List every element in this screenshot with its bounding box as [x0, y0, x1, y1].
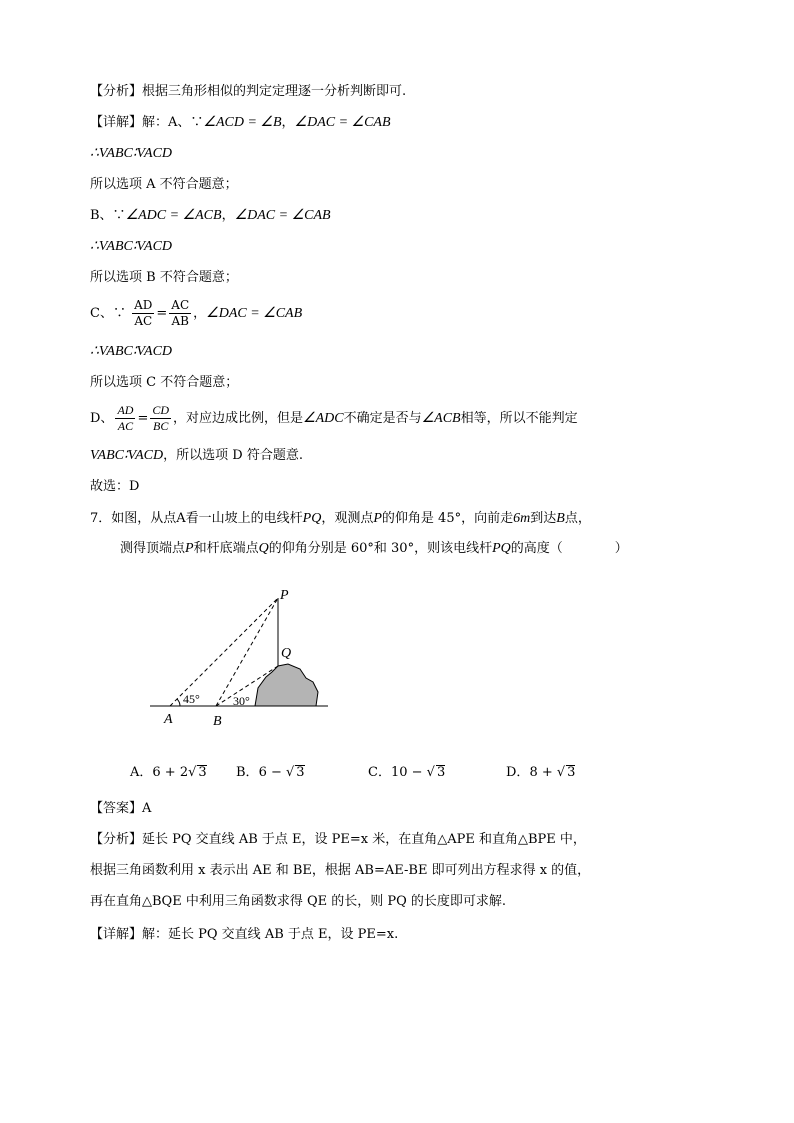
text-segment: ，对应边成比例，但是: [173, 411, 304, 426]
option-value: 6 + 2: [152, 765, 189, 780]
fraction: [150, 403, 171, 434]
numerator: CD: [152, 403, 170, 417]
separator: ，: [221, 208, 235, 223]
fraction: [132, 298, 154, 329]
radicand: 3: [567, 765, 576, 780]
angle-arc-45: [177, 699, 180, 706]
question-number: 7．: [90, 511, 112, 526]
hill-shape: [255, 664, 318, 706]
angle-label-45: 45°: [183, 692, 200, 706]
math-expression: ∠DAC = ∠CAB: [294, 115, 391, 130]
math-expression: ∠ADC: [303, 411, 344, 426]
math-symbol: P: [373, 511, 382, 526]
text-segment: 的高度（ ）: [510, 541, 628, 556]
similarity-statement: ∴VABC∶VACD: [90, 146, 173, 161]
text-segment: ，所以选项 D 符合题意.: [163, 448, 303, 463]
analysis-line-3: [90, 862, 590, 880]
math-expression: ∠DAC = ∠CAB: [206, 306, 303, 321]
analysis-line-2: [90, 831, 586, 849]
text-segment: 的仰角分别是 60°和 30°，则该电线杆: [268, 541, 493, 556]
similarity-statement: ∴VABC∶VACD: [90, 239, 173, 254]
analysis-line-1: [90, 83, 406, 101]
detail-prefix: C、∵: [90, 306, 126, 321]
verdict-text: 所以选项 C 不符合题意；: [90, 375, 239, 390]
separator: ，: [193, 306, 207, 321]
text-segment: 测得顶端点: [120, 541, 186, 556]
verdict-text: 所以选项 A 不符合题意；: [90, 177, 238, 192]
option-value: 10 −: [390, 765, 427, 780]
analysis-line-4: [90, 893, 506, 911]
fraction: [169, 298, 191, 329]
option-label: D．: [506, 765, 530, 780]
denominator: AC: [134, 314, 153, 328]
option-d: D．8 + √ 3: [506, 765, 576, 780]
text-segment: 相等，所以不能判定: [460, 411, 578, 426]
text-segment: 如图，从点A看一山坡上的电线杆: [111, 511, 303, 526]
separator: ，: [281, 115, 295, 130]
point-label-b: B: [213, 714, 222, 729]
conclusion-line: [90, 145, 172, 163]
fraction: [115, 403, 135, 434]
equals-sign: =: [137, 411, 149, 426]
detail-prefix: D、: [90, 411, 114, 426]
detail-tag: 【详解】: [90, 927, 143, 942]
math-expression: ∠DAC = ∠CAB: [234, 208, 331, 223]
math-symbol: Q: [258, 541, 269, 556]
option-label: B．: [236, 765, 259, 780]
equals-sign: =: [156, 306, 168, 321]
detail-line-d: [90, 403, 578, 434]
text-segment: 到达: [530, 511, 557, 526]
detail-prefix: B、∵: [90, 208, 126, 223]
detail-line-final: [90, 926, 398, 944]
verdict-line-b: [90, 269, 238, 287]
question-7-line-2: [120, 540, 628, 558]
analysis-text: 根据三角函数利用 x 表示出 AE 和 BE，根据 AB=AE-BE 即可列出方程求得 x 的值，: [90, 863, 591, 878]
denominator: BC: [153, 419, 169, 433]
conclusion-line: [90, 238, 172, 256]
conclusion-line: [90, 343, 172, 361]
numerator: AC: [171, 298, 190, 312]
text-segment: 和杆底端点: [193, 541, 259, 556]
point-label-p: P: [280, 588, 289, 603]
option-c: C．10 − √ 3: [368, 765, 446, 780]
geometry-figure: [140, 582, 340, 732]
similarity-statement: ∴VABC∶VACD: [90, 344, 173, 359]
math-expression: ∠ACB: [421, 411, 461, 426]
detail-line-b: [90, 207, 331, 225]
math-symbol: 6m: [513, 511, 531, 526]
point-label-q: Q: [281, 646, 292, 661]
radicand: 3: [436, 765, 446, 780]
math-symbol: PQ: [492, 541, 511, 556]
answer-line: [90, 800, 151, 818]
detail-line-d-cont: [90, 447, 303, 465]
radicand: 3: [296, 765, 305, 780]
text-segment: 点，: [564, 511, 591, 526]
text-segment: 的仰角是 45°，向前走: [381, 511, 514, 526]
math-expression: ∠ADC = ∠ACB: [125, 208, 222, 223]
denominator: AC: [117, 419, 134, 433]
denominator: AB: [171, 314, 189, 328]
answer-text: A: [142, 801, 152, 816]
option-label: A．: [130, 765, 153, 780]
angle-label-30: 30°: [233, 694, 250, 708]
math-symbol: P: [185, 541, 194, 556]
detail-tag: 【详解】: [90, 115, 143, 130]
numerator: AD: [134, 298, 153, 312]
choice-text: 故选：D: [90, 479, 140, 494]
text-segment: 不确定是否与: [343, 411, 422, 426]
detail-prefix: 解：A、∵: [142, 115, 204, 130]
analysis-tag: 【分析】: [90, 84, 143, 99]
analysis-text: 根据三角形相似的判定定理逐一分析判断即可.: [142, 84, 407, 99]
detail-line-a: [90, 114, 391, 132]
point-label-a: A: [164, 712, 173, 727]
option-value: 6 −: [258, 765, 286, 780]
option-a: A．6 + 2√ 3: [130, 765, 207, 780]
verdict-text: 所以选项 B 不符合题意；: [90, 270, 238, 285]
analysis-text: 延长 PQ 交直线 AB 于点 E，设 PE=x 米，在直角△APE 和直角△BPE 中，: [142, 832, 586, 847]
verdict-line-c: [90, 374, 238, 392]
question-7-line-1: [90, 510, 591, 528]
math-expression: ∠ACD = ∠B: [203, 115, 282, 130]
similarity-statement: VABC∶VACD: [90, 448, 164, 463]
math-symbol: B: [556, 511, 565, 526]
option-value: 8 +: [529, 765, 557, 780]
detail-text: 解：延长 PQ 交直线 AB 于点 E，设 PE=x.: [142, 927, 399, 942]
numerator: AD: [117, 403, 134, 417]
analysis-tag: 【分析】: [90, 832, 143, 847]
math-symbol: PQ: [302, 511, 322, 526]
verdict-line-a: [90, 176, 238, 194]
detail-line-c: [90, 298, 302, 329]
option-b: B．6 − √ 3: [236, 765, 305, 780]
text-segment: ，观测点: [321, 511, 374, 526]
radicand: 3: [198, 765, 207, 780]
answer-tag: 【答案】: [90, 801, 143, 816]
choice-line: [90, 478, 139, 496]
option-label: C．: [368, 765, 391, 780]
analysis-text: 再在直角△BQE 中利用三角函数求得 QE 的长，则 PQ 的长度即可求解.: [90, 894, 507, 909]
